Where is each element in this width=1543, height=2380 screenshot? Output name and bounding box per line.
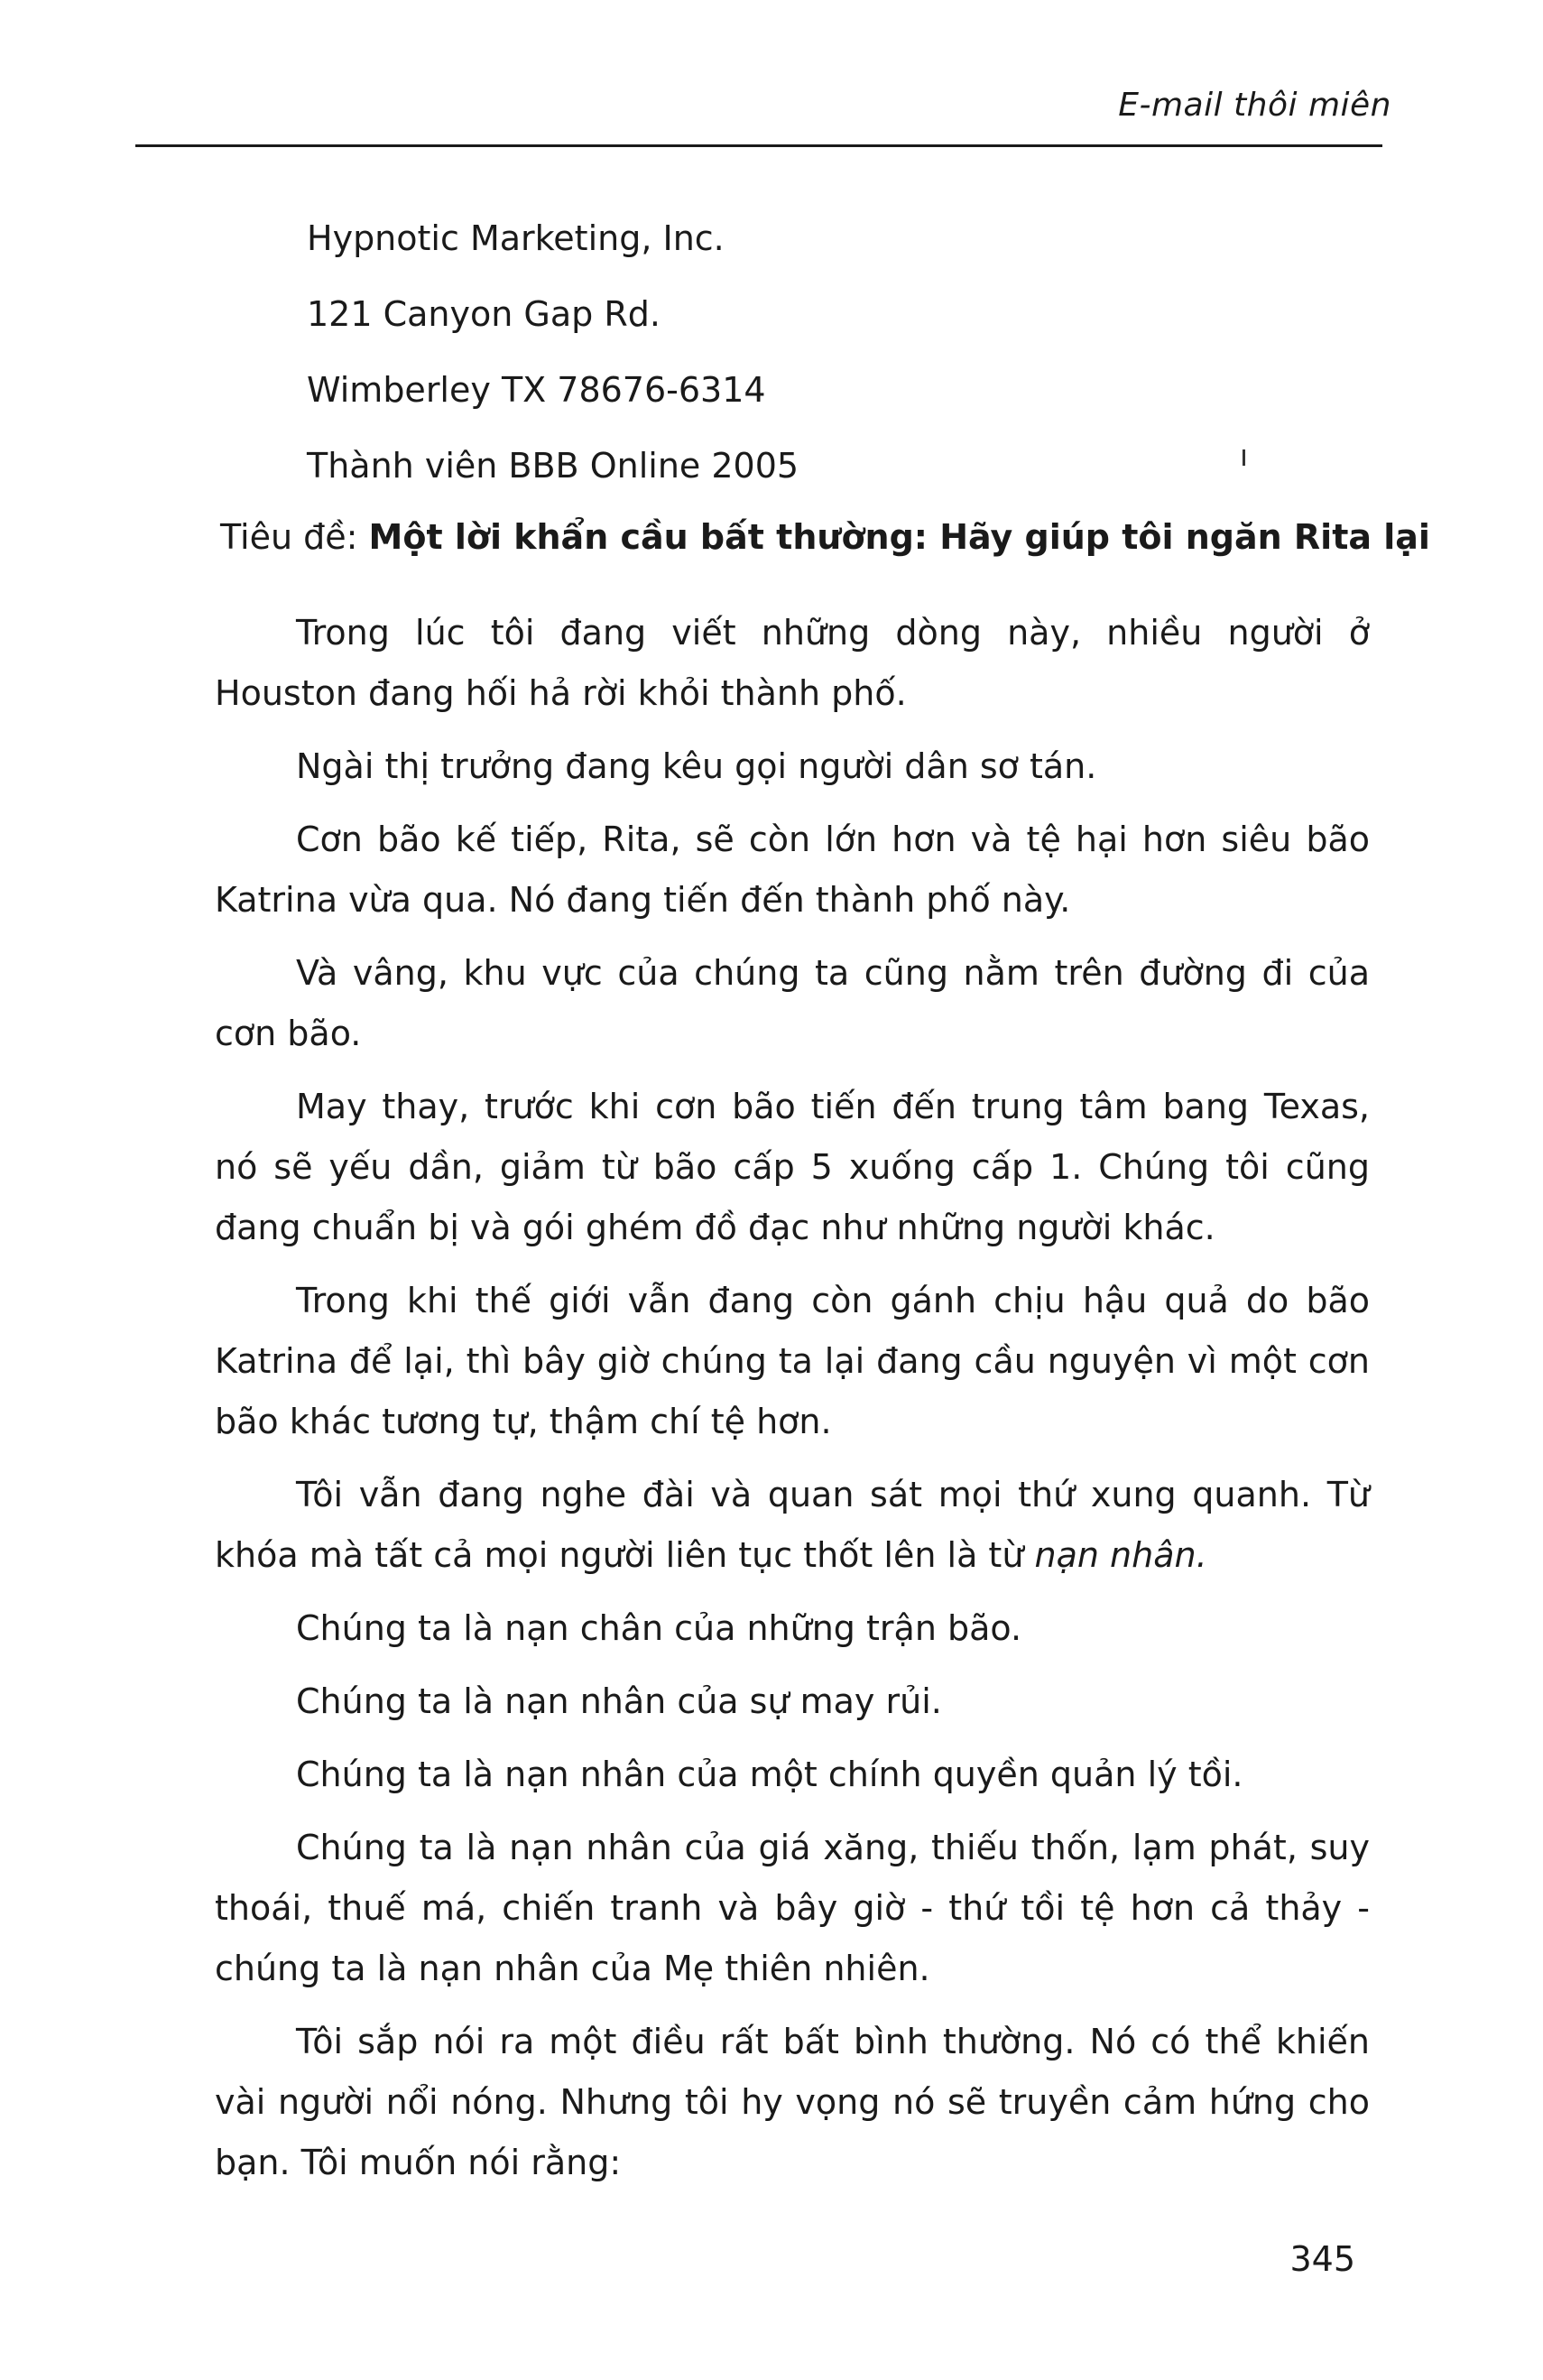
stray-print-mark <box>1243 449 1245 466</box>
subject-text: Một lời khẩn cầu bất thường: Hãy giúp tôi ngăn Rita lại <box>368 517 1430 557</box>
address-line-city: Wimberley TX 78676-6314 <box>307 370 766 410</box>
victim-line: Chúng ta là nạn nhân của một chính quyền quản lý tồi. <box>296 1755 1243 1794</box>
victim-line: Chúng ta là nạn nhân của sự may rủi. <box>296 1681 942 1721</box>
email-body <box>215 603 1370 2206</box>
keyword-paragraph <box>215 1465 1370 1586</box>
subject-label: Tiêu đề: <box>220 517 369 557</box>
paragraph: Chúng ta là nạn nhân của giá xăng, thiếu thốn, lạm phát, suy thoái, thuế má, chiến tranh và bây giờ - thứ tồi tệ hơn cả thảy - chúng ta là nạn nhân của Mẹ thiên nhiên. <box>215 1828 1370 1988</box>
paragraph: May thay, trước khi cơn bão tiến đến trung tâm bang Texas, nó sẽ yếu dần, giảm từ bão cấp 5 xuống cấp 1. Chúng tôi cũng đang chuẩn bị và gói ghém đồ đạc như những người khác. <box>215 1087 1370 1247</box>
header-rule <box>135 144 1382 147</box>
address-line-company: Hypnotic Marketing, Inc. <box>307 218 725 258</box>
page-number: 345 <box>1289 2239 1355 2279</box>
keyword-paragraph-text: Tôi vẫn đang nghe đài và quan sát mọi thứ xung quanh. Từ khóa mà tất cả mọi người liên tục thốt lên là từ <box>215 1475 1370 1575</box>
address-line-membership: Thành viên BBB Online 2005 <box>307 446 799 486</box>
email-subject <box>220 517 1430 557</box>
paragraph: Cơn bão kế tiếp, Rita, sẽ còn lớn hơn và tệ hại hơn siêu bão Katrina vừa qua. Nó đang tiến đến thành phố này. <box>215 820 1370 920</box>
keyword-emphasis: nạn nhân. <box>1034 1535 1207 1575</box>
paragraph: Trong khi thế giới vẫn đang còn gánh chịu hậu quả do bão Katrina để lại, thì bây giờ chúng ta lại đang cầu nguyện vì một cơn bão khác tương tự, thậm chí tệ hơn. <box>215 1281 1370 1441</box>
paragraph: Trong lúc tôi đang viết những dòng này, nhiều người ở Houston đang hối hả rời khỏi thành phố. <box>215 613 1370 713</box>
victim-line: Chúng ta là nạn chân của những trận bão. <box>296 1608 1022 1648</box>
address-line-street: 121 Canyon Gap Rd. <box>307 294 661 334</box>
paragraph: Và vâng, khu vực của chúng ta cũng nằm trên đường đi của cơn bão. <box>215 953 1370 1053</box>
running-header: E-mail thôi miên <box>1118 87 1391 124</box>
paragraph: Ngài thị trưởng đang kêu gọi người dân sơ tán. <box>296 746 1097 786</box>
address-block <box>307 200 799 504</box>
paragraph: Tôi sắp nói ra một điều rất bất bình thường. Nó có thể khiến vài người nổi nóng. Nhưng tôi hy vọng nó sẽ truyền cảm hứng cho bạn. Tôi muốn nói rằng: <box>215 2022 1370 2182</box>
